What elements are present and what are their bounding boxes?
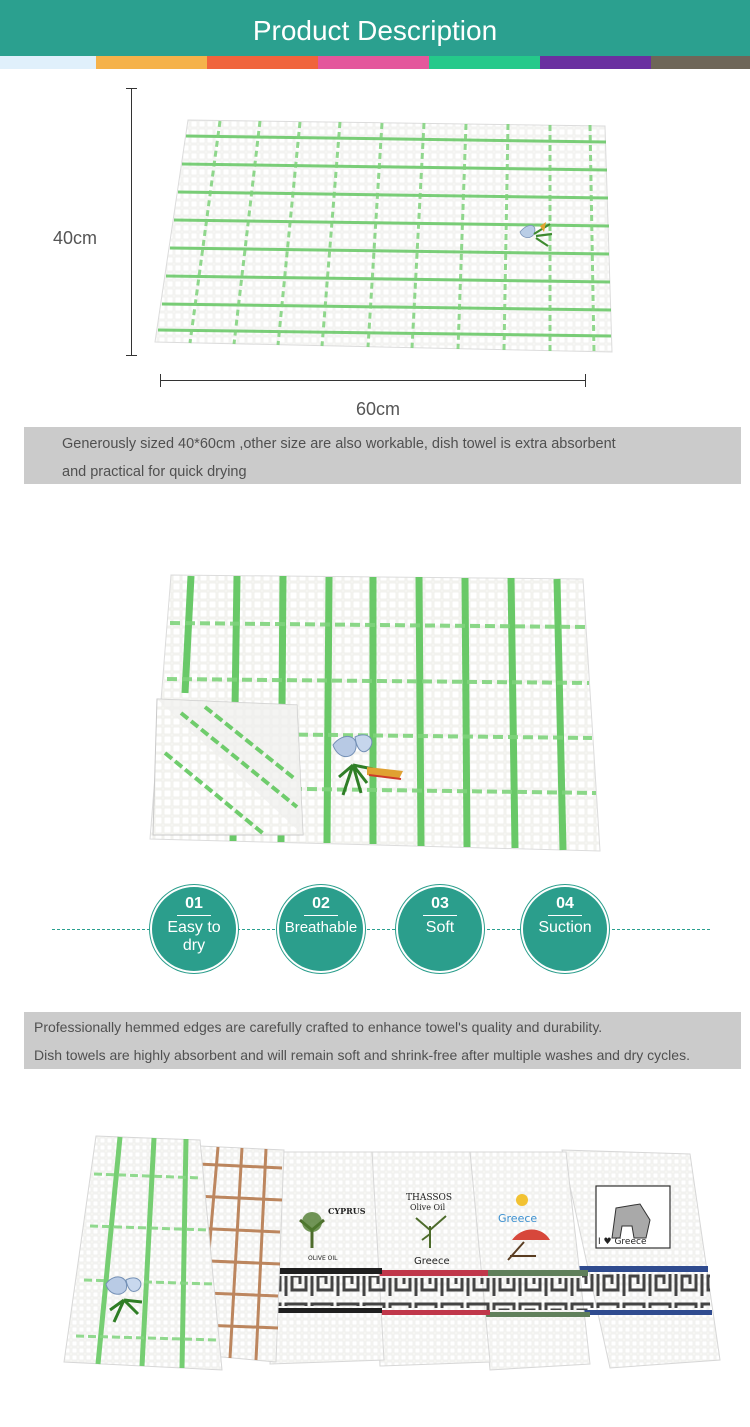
height-dimension-cap [126, 88, 137, 89]
feature-label: dry [182, 937, 206, 954]
feature-underline [548, 915, 582, 916]
strip-segment [429, 56, 540, 69]
feature-underline [304, 915, 338, 916]
feature-underline [423, 915, 457, 916]
strip-segment [96, 56, 207, 69]
quality-description-bar [24, 1012, 741, 1069]
feature-soft [396, 885, 484, 973]
cyprus-top-text: CYPRUS [328, 1206, 366, 1216]
size-description-line: and practical for quick drying [62, 464, 247, 480]
height-dimension-line [131, 88, 132, 356]
towel-collection-image [50, 1130, 722, 1400]
strip-segment [651, 56, 750, 69]
feature-label: Soft [425, 919, 455, 936]
cyprus-bottom-text: OLIVE OIL [308, 1255, 338, 1262]
strip-segment [318, 56, 429, 69]
strip-segment [207, 56, 318, 69]
quality-description-line: Professionally hemmed edges are carefully crafted to enhance towel's quality and durability. [34, 1019, 603, 1035]
strip-segment [540, 56, 651, 69]
feature-label: Breathable [284, 919, 358, 936]
width-label: 60cm [356, 399, 401, 419]
greece-arc-text: Greece [498, 1212, 538, 1225]
color-strip [0, 56, 750, 69]
feature-easy-to-dry [150, 885, 238, 973]
feature-number: 01 [185, 895, 203, 912]
feature-breathable [277, 885, 365, 973]
width-dimension-cap [585, 374, 586, 387]
feature-number: 02 [312, 895, 330, 912]
size-description-line: Generously sized 40*60cm ,other size are also workable, dish towel is extra absorbent [62, 436, 616, 452]
width-dimension-cap [160, 374, 161, 387]
size-description-bar [24, 427, 741, 484]
page-title: Product Description [252, 15, 498, 46]
height-dimension-cap [126, 355, 137, 356]
quality-description-line: Dish towels are highly absorbent and will remain soft and shrink-free after multiple washes and dry cycles. [34, 1047, 690, 1063]
height-label: 40cm [53, 228, 98, 248]
thassos-line3: Greece [414, 1256, 450, 1267]
towel-folded-image [145, 573, 605, 853]
strip-segment [0, 56, 96, 69]
feature-number: 03 [431, 895, 449, 912]
towel-flat-image [150, 112, 620, 357]
feature-label: Suction [538, 919, 592, 936]
width-dimension-line [160, 380, 586, 381]
feature-suction [521, 885, 609, 973]
feature-label: Easy to [167, 919, 221, 936]
feature-number: 04 [556, 895, 574, 912]
feature-underline [177, 915, 211, 916]
thassos-line1: THASSOS [406, 1193, 453, 1203]
donkey-caption: I ♥ Greece [598, 1237, 647, 1247]
thassos-line2: Olive Oil [410, 1203, 446, 1212]
